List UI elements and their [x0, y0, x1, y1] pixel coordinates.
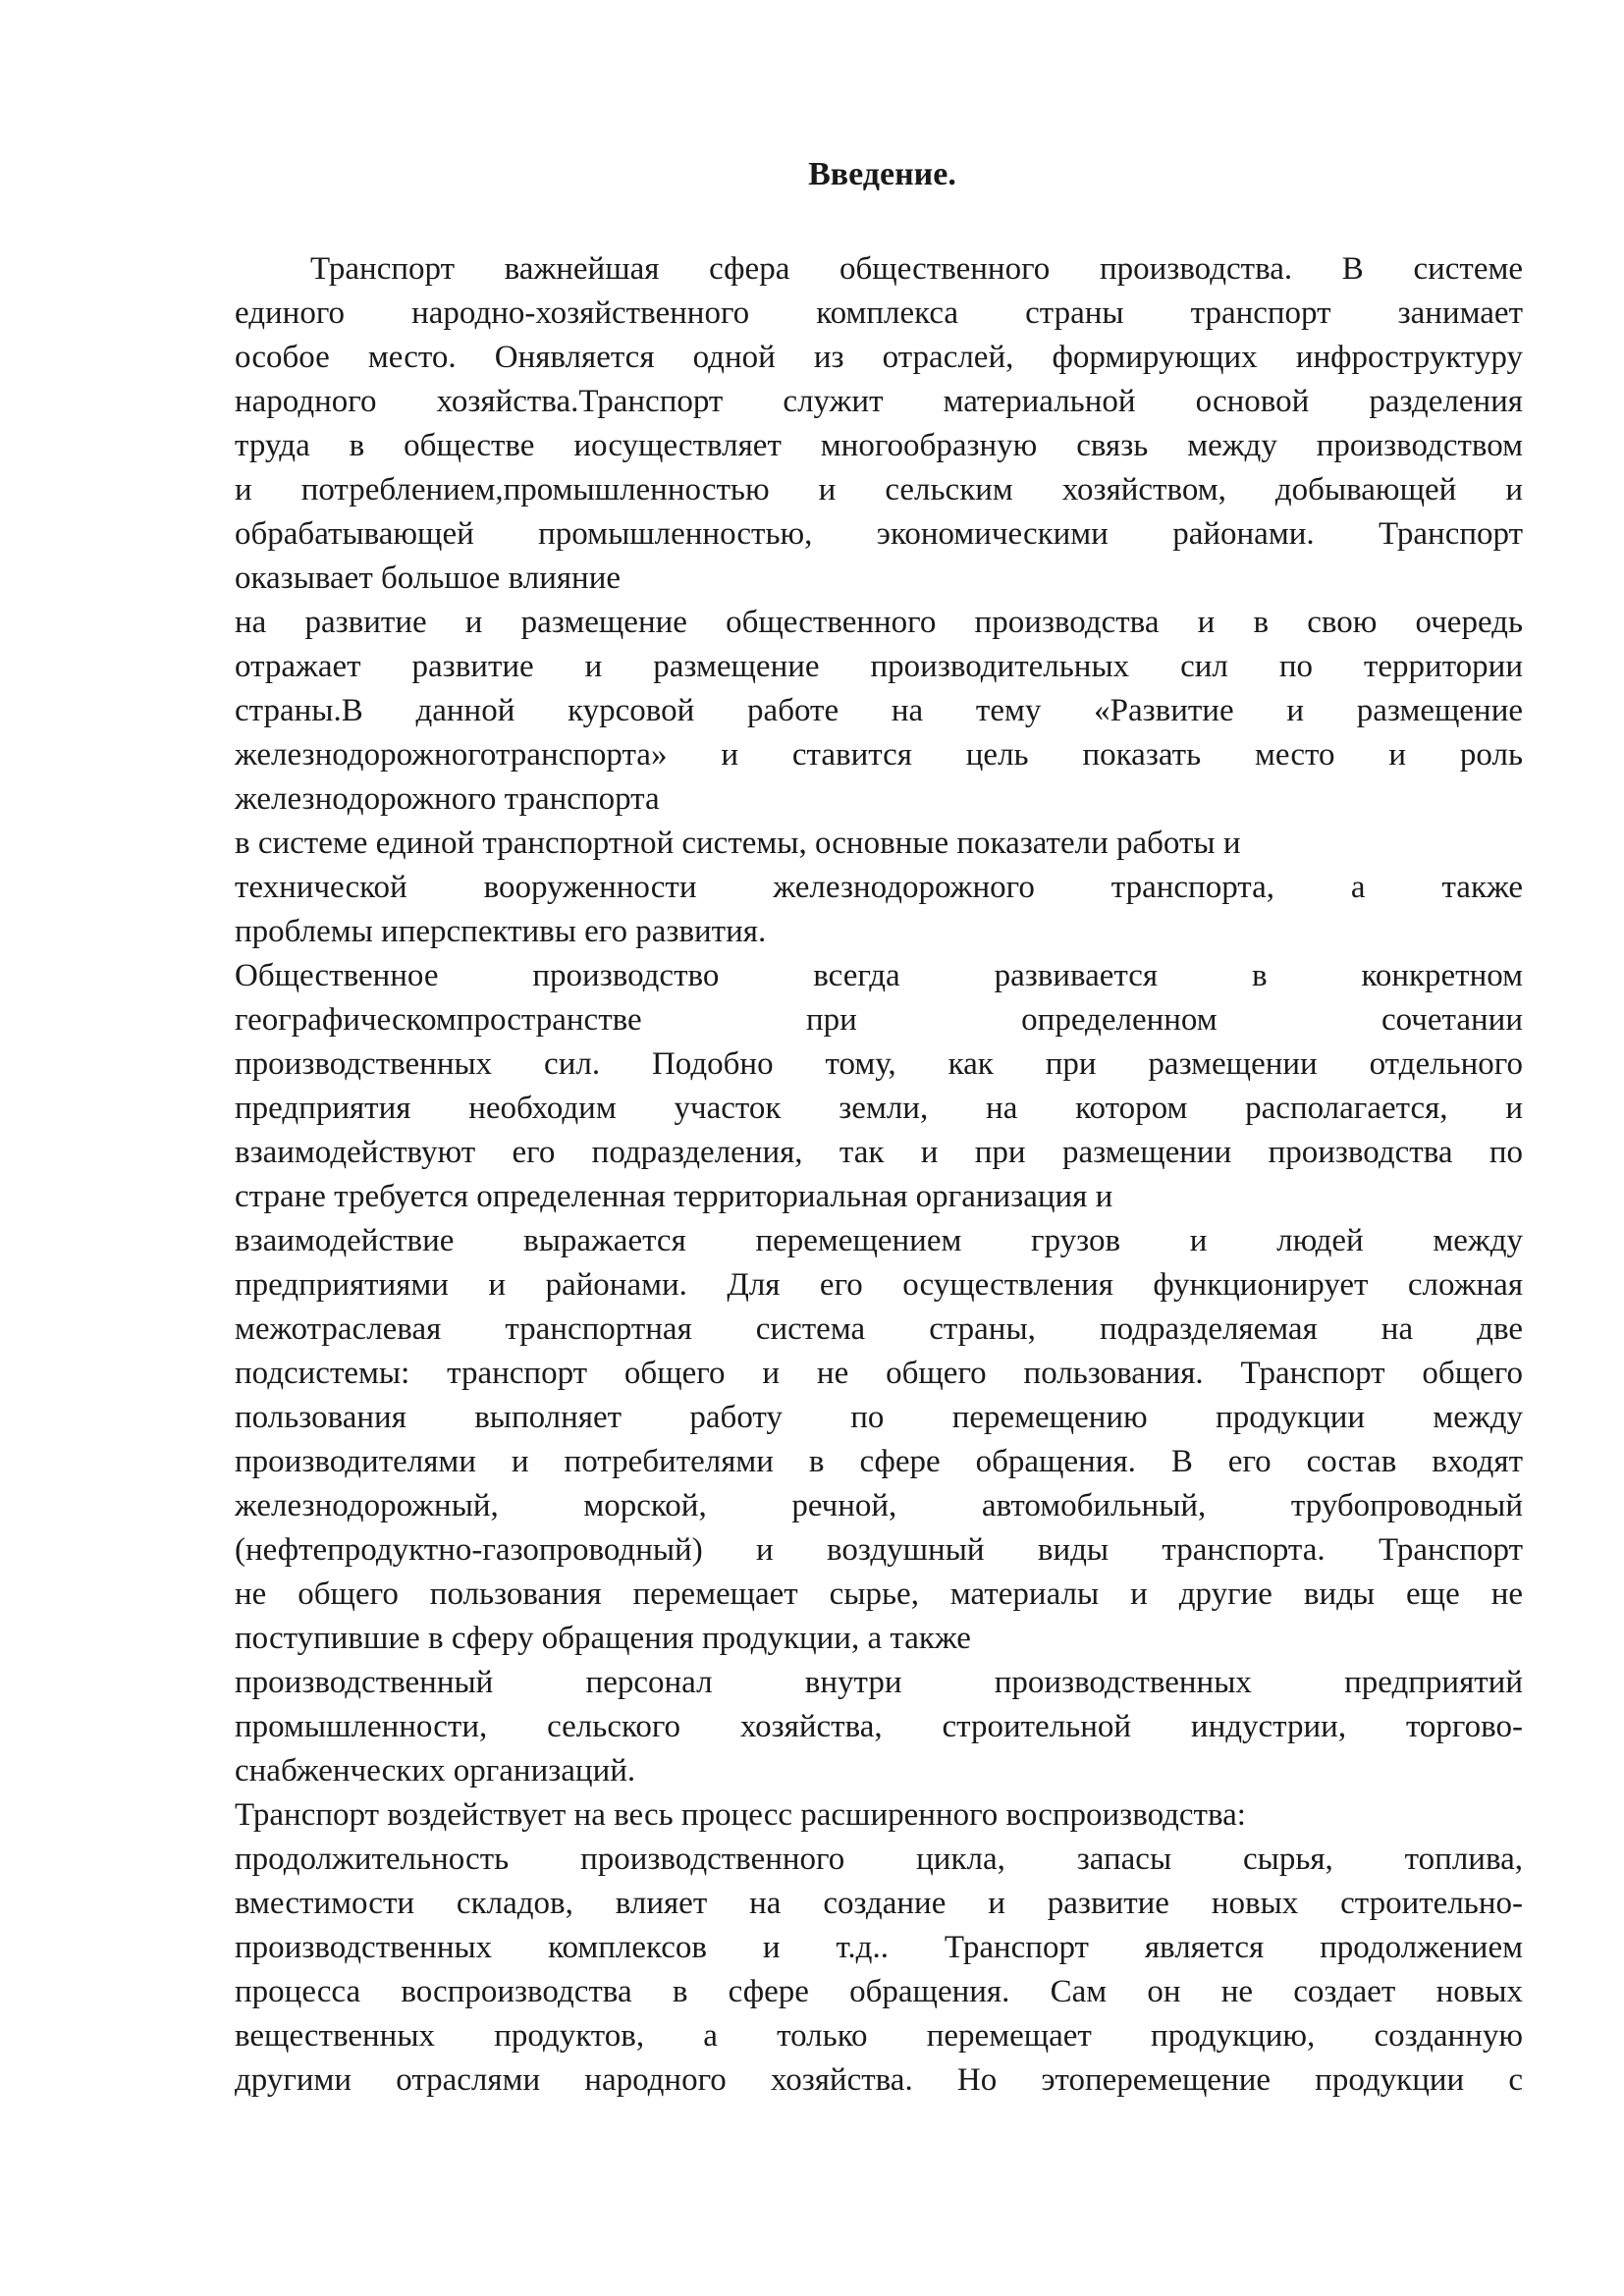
body-text	[235, 247, 1523, 2103]
text-line: железнодорожного транспорта	[235, 781, 660, 817]
text-line: вместимости складов, влияет на создание и развитие новых строительно-	[235, 1886, 1523, 1921]
text-line: продолжительность производственного цикла, запасы сырья, топлива,	[235, 1842, 1523, 1877]
text-line: взаимодействуют его подразделения, так и при размещении производства по	[235, 1135, 1523, 1170]
text-line: проблемы иперспективы его развития.	[235, 914, 767, 949]
text-line: стране требуется определенная территориальная организация и	[235, 1179, 1113, 1214]
text-line: подсистемы: транспорт общего и не общего пользования. Транспорт общего	[235, 1356, 1523, 1391]
text-line: оказывает большое влияние	[235, 561, 622, 596]
text-line: промышленности, сельского хозяйства, строительной индустрии, торгово-	[235, 1709, 1523, 1744]
text-line: Общественное производство всегда развивается в конкретном	[235, 958, 1523, 993]
text-line: технической вооруженности железнодорожного транспорта, а также	[235, 870, 1523, 905]
text-line: народного хозяйства.Транспорт служит материальной основой разделения	[235, 384, 1523, 419]
text-line: вещественных продуктов, а только перемещает продукцию, созданную	[235, 2018, 1523, 2054]
text-line: поступившие в сферу обращения продукции, а также	[235, 1621, 971, 1656]
text-line: отражает развитие и размещение производительных сил по территории	[235, 649, 1523, 684]
text-line: предприятия необходим участок земли, на котором располагается, и	[235, 1091, 1523, 1126]
page-title: Введение.	[808, 156, 956, 192]
text-line: обрабатывающей промышленностью, экономическими районами. Транспорт	[235, 516, 1523, 552]
text-line: пользования выполняет работу по перемещению продукции между	[235, 1400, 1523, 1435]
text-line: Транспорт важнейшая сфера общественного производства. В системе	[310, 251, 1523, 287]
text-line: другими отраслями народного хозяйства. Но этоперемещение продукции с	[235, 2062, 1523, 2098]
text-line: производственных сил. Подобно тому, как при размещении отдельного	[235, 1046, 1523, 1082]
text-line: взаимодействие выражается перемещением грузов и людей между	[235, 1223, 1523, 1258]
text-line: не общего пользования перемещает сырье, материалы и другие виды еще не	[235, 1576, 1523, 1612]
text-line: страны.В данной курсовой работе на тему «Развитие и размещение	[235, 693, 1523, 728]
text-line: географическомпространстве при определенном сочетании	[235, 1002, 1523, 1038]
text-line: процесса воспроизводства в сфере обращения. Сам он не создает новых	[235, 1974, 1523, 2009]
text-line: производителями и потребителями в сфере обращения. В его состав входят	[235, 1444, 1523, 1479]
text-line: в системе единой транспортной системы, основные показатели работы и	[235, 826, 1241, 861]
text-line: производственных комплексов и т.д.. Транспорт является продолжением	[235, 1930, 1523, 1965]
text-line: и потреблением,промышленностью и сельским хозяйством, добывающей и	[235, 472, 1523, 507]
text-line: межотраслевая транспортная система страны, подразделяемая на две	[235, 1311, 1523, 1347]
text-line: снабженческих организаций.	[235, 1753, 636, 1789]
text-line: Транспорт воздействует на весь процесс расширенного воспроизводства:	[235, 1797, 1246, 1833]
text-line: особое место. Онявляется одной из отраслей, формирующих инфроструктуру	[235, 340, 1523, 375]
text-line: единого народно-хозяйственного комплекса страны транспорт занимает	[235, 295, 1523, 331]
text-line: производственный персонал внутри производственных предприятий	[235, 1665, 1523, 1700]
text-line: на развитие и размещение общественного производства и в свою очередь	[235, 605, 1523, 640]
text-line: железнодорожный, морской, речной, автомобильный, трубопроводный	[235, 1488, 1523, 1523]
text-line: труда в обществе иосуществляет многообразную связь между производством	[235, 428, 1523, 463]
text-line: (нефтепродуктно-газопроводный) и воздушный виды транспорта. Транспорт	[235, 1532, 1523, 1568]
text-line: железнодорожноготранспорта» и ставится цель показать место и роль	[235, 737, 1523, 773]
text-line: предприятиями и районами. Для его осуществления функционирует сложная	[235, 1267, 1523, 1303]
